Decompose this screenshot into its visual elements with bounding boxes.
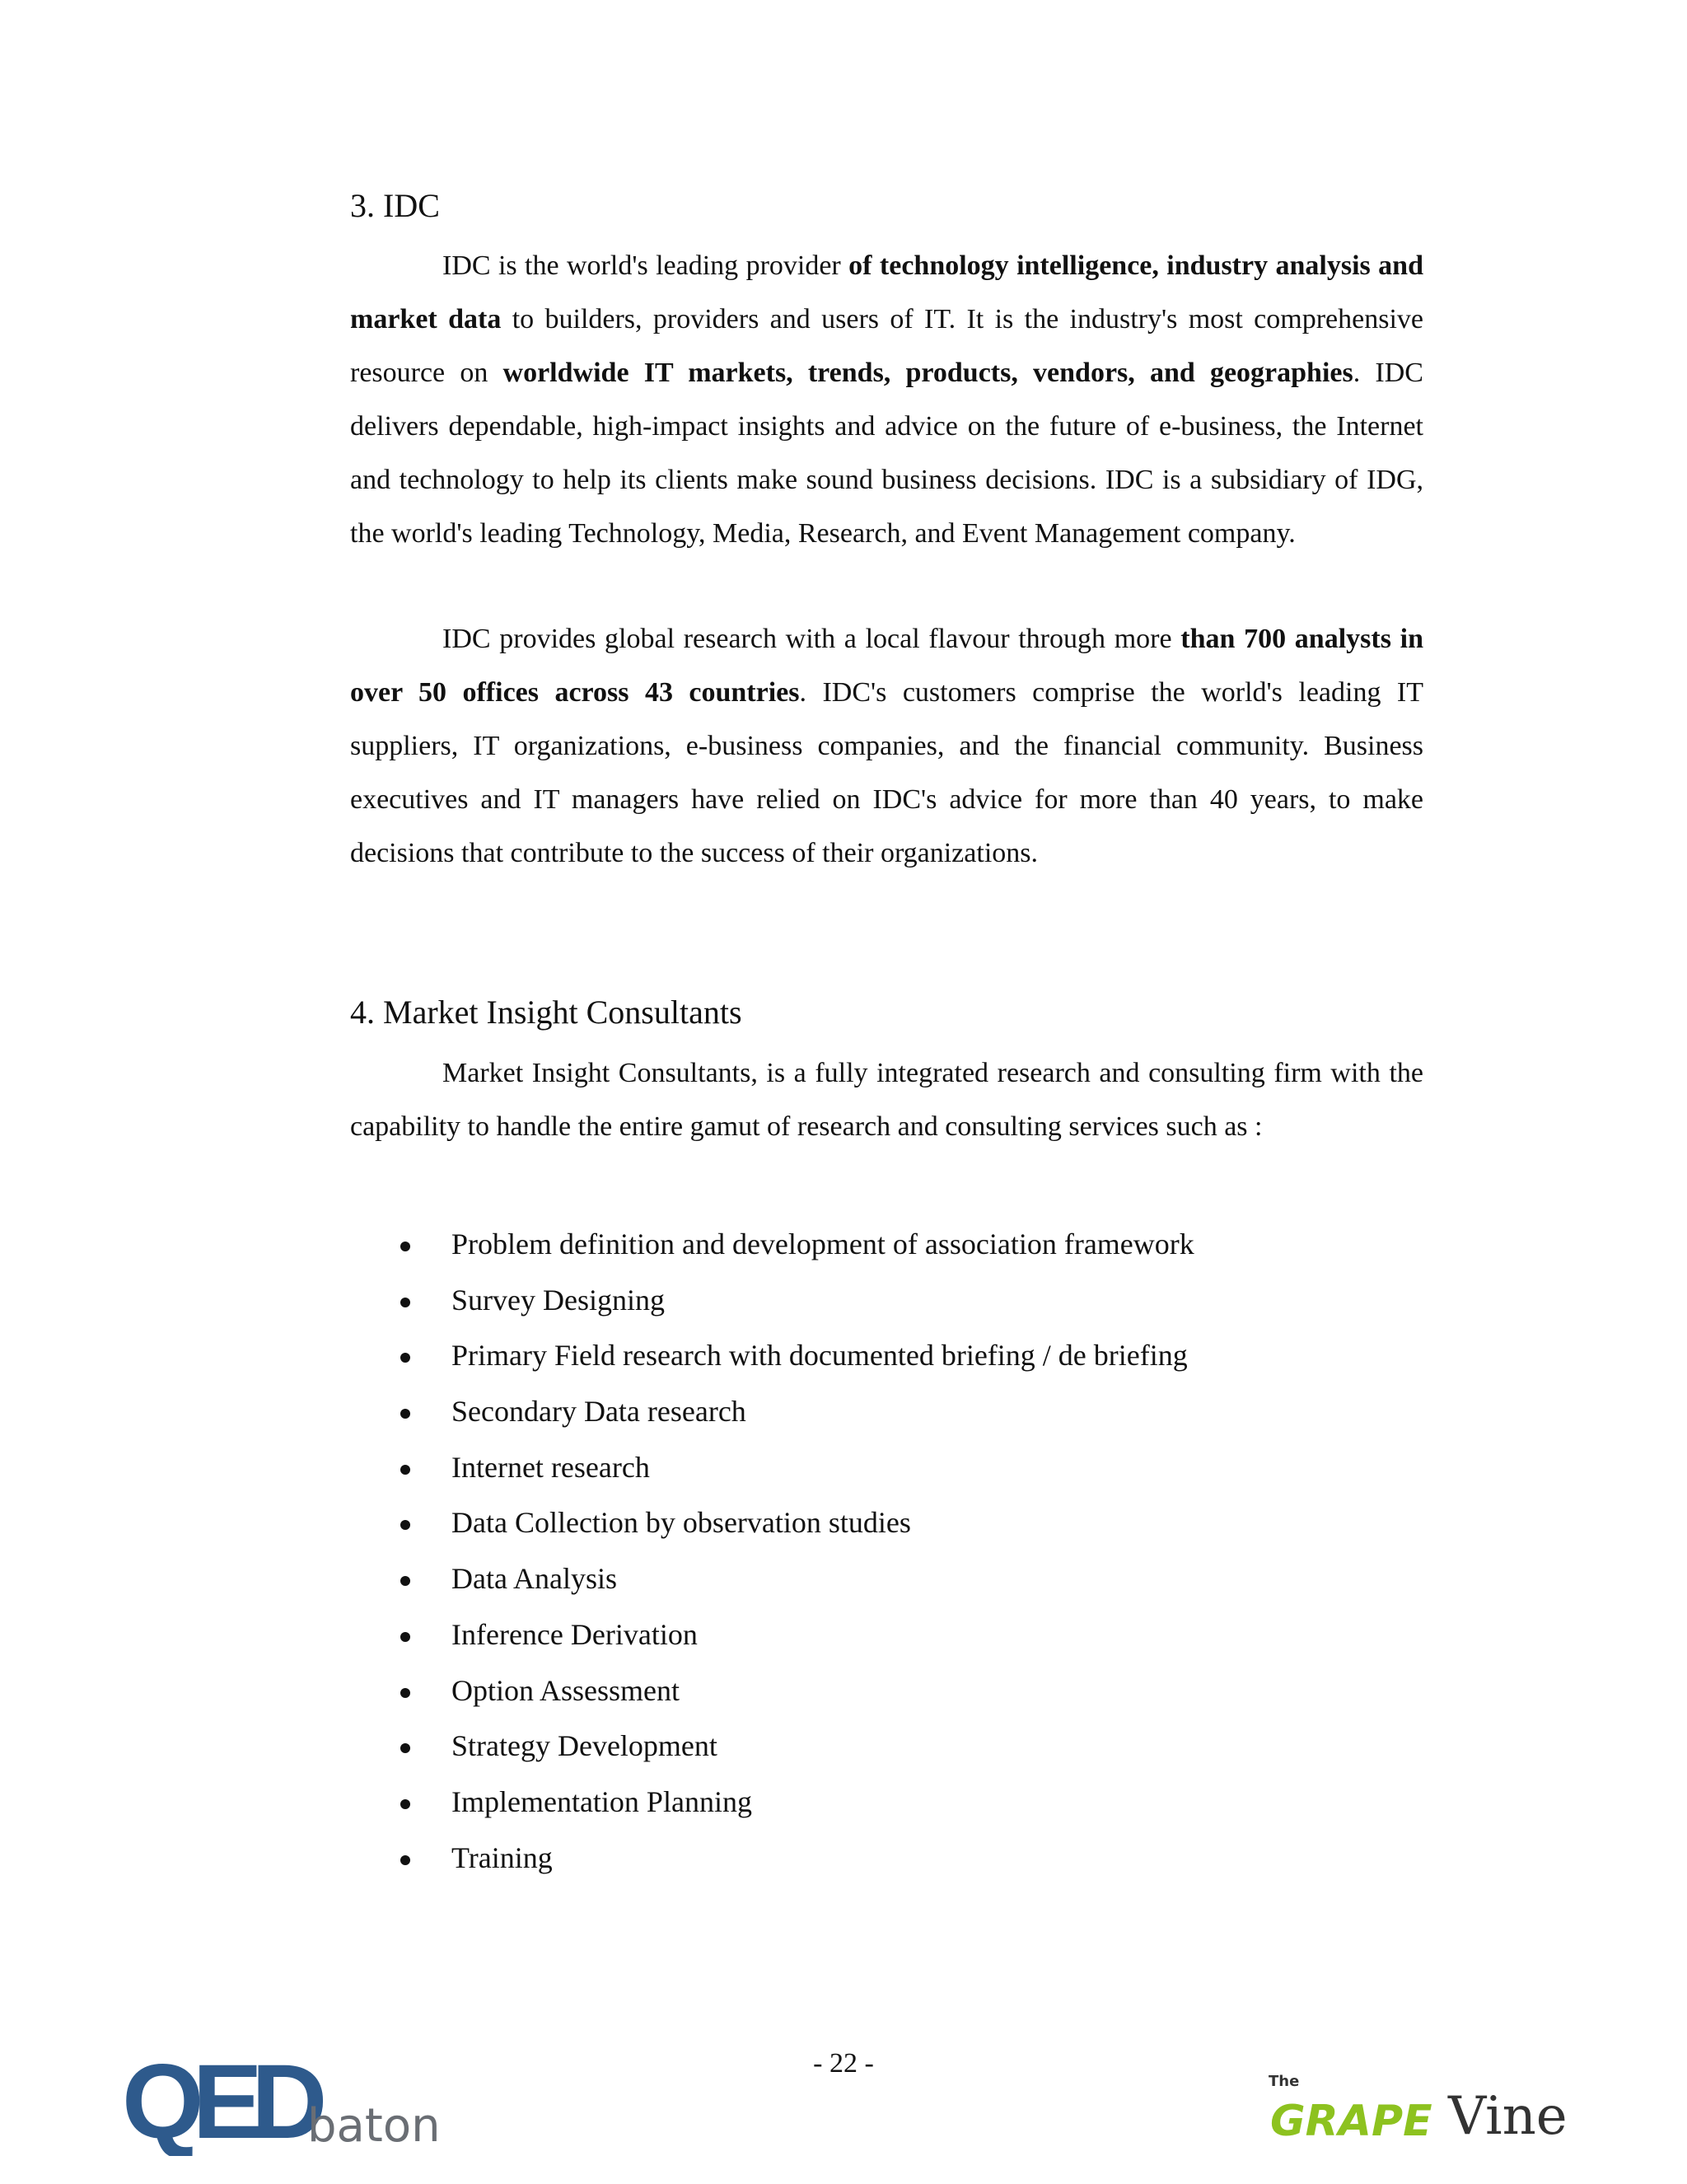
list-item	[350, 1384, 1423, 1440]
list-item	[350, 1831, 1423, 1887]
list-item	[350, 1663, 1423, 1719]
paragraph	[350, 612, 1423, 880]
list-item	[350, 1495, 1423, 1551]
list-item	[350, 1719, 1423, 1775]
body-text: . IDC's customers comprise the world's leading IT suppliers, IT organizations, e-business companies, and the financial community. Business executives and IT managers have relied on IDC's advice for more than 40 years, to make decisions that contribute to the success of their organizations.	[350, 677, 1423, 868]
baton-text: baton	[307, 2099, 441, 2153]
bold-text: worldwide IT markets, trends, products, vendors, and geographies	[502, 358, 1353, 388]
services-list	[350, 1217, 1423, 1886]
body-text: Market Insight Consultants, is a fully integrated research and consulting firm with the capability to handle the entire gamut of research and consulting services such as :	[350, 1058, 1423, 1142]
bullet-icon	[400, 1353, 410, 1363]
list-item-text: Implementation Planning	[451, 1784, 752, 1818]
list-item-text: Problem definition and development of association framework	[451, 1228, 1194, 1260]
list-item-text: Internet research	[451, 1450, 650, 1484]
bullet-icon	[400, 1743, 410, 1753]
body-text: to builders, providers and users of IT. It is the industry's most comprehensive resource on	[350, 304, 1423, 388]
grapevine-the: The	[1269, 2073, 1300, 2090]
bullet-icon	[400, 1688, 410, 1698]
body-text: IDC is the world's leading provider	[442, 250, 849, 281]
list-item-text: Secondary Data research	[451, 1395, 746, 1429]
grapevine-logo	[1269, 2069, 1582, 2148]
list-item	[350, 1328, 1423, 1384]
list-item	[350, 1273, 1423, 1329]
page-number: - 22 -	[813, 2048, 874, 2079]
list-item-text: Data Collection by observation studies	[451, 1506, 911, 1540]
list-item-text: Option Assessment	[451, 1673, 680, 1707]
bullet-icon	[400, 1632, 410, 1642]
list-item	[350, 1217, 1423, 1273]
list-item	[350, 1551, 1423, 1607]
bullet-icon	[400, 1465, 410, 1475]
list-item	[350, 1440, 1423, 1496]
bullet-icon	[400, 1242, 410, 1251]
section-title-idc: 3. IDC	[350, 187, 440, 224]
list-item-text: Inference Derivation	[451, 1617, 698, 1651]
list-item-text: Primary Field research with documented briefing / de briefing	[451, 1339, 1188, 1373]
paragraph	[350, 1046, 1423, 1153]
bullet-icon	[400, 1409, 410, 1419]
bold-text: of technology intelligence, industry analysis and market data	[350, 250, 1423, 334]
section-title-market-insight: 4. Market Insight Consultants	[350, 994, 742, 1031]
list-item-text: Survey Designing	[451, 1283, 665, 1316]
qed-mark: QED	[122, 2049, 316, 2156]
bullet-icon	[400, 1298, 410, 1307]
bullet-icon	[400, 1799, 410, 1809]
list-item-text: Data Analysis	[451, 1562, 617, 1596]
list-item	[350, 1607, 1423, 1663]
bold-text: than 700 analysts in over 50 offices across 43 countries	[350, 624, 1423, 708]
list-item-text: Training	[451, 1840, 553, 1874]
list-item	[350, 1775, 1423, 1831]
bullet-icon	[400, 1855, 410, 1865]
grapevine-brand: GRAPE	[1270, 2097, 1432, 2144]
body-text: . IDC delivers dependable, high-impact insights and advice on the future of e-business, the Internet and technology to help its clients make sound business decisions. IDC is a subsidiary of IDG, the world's leading Technology, Media, Research, and Event Management company.	[350, 358, 1423, 549]
paragraph	[350, 239, 1423, 560]
grapevine-word: Vine	[1448, 2086, 1568, 2144]
list-item-text: Strategy Development	[451, 1729, 717, 1763]
body-text: IDC provides global research with a local flavour through more	[442, 624, 1181, 654]
bullet-icon	[400, 1520, 410, 1530]
bullet-icon	[400, 1576, 410, 1586]
qed-baton-logo	[122, 2049, 460, 2160]
